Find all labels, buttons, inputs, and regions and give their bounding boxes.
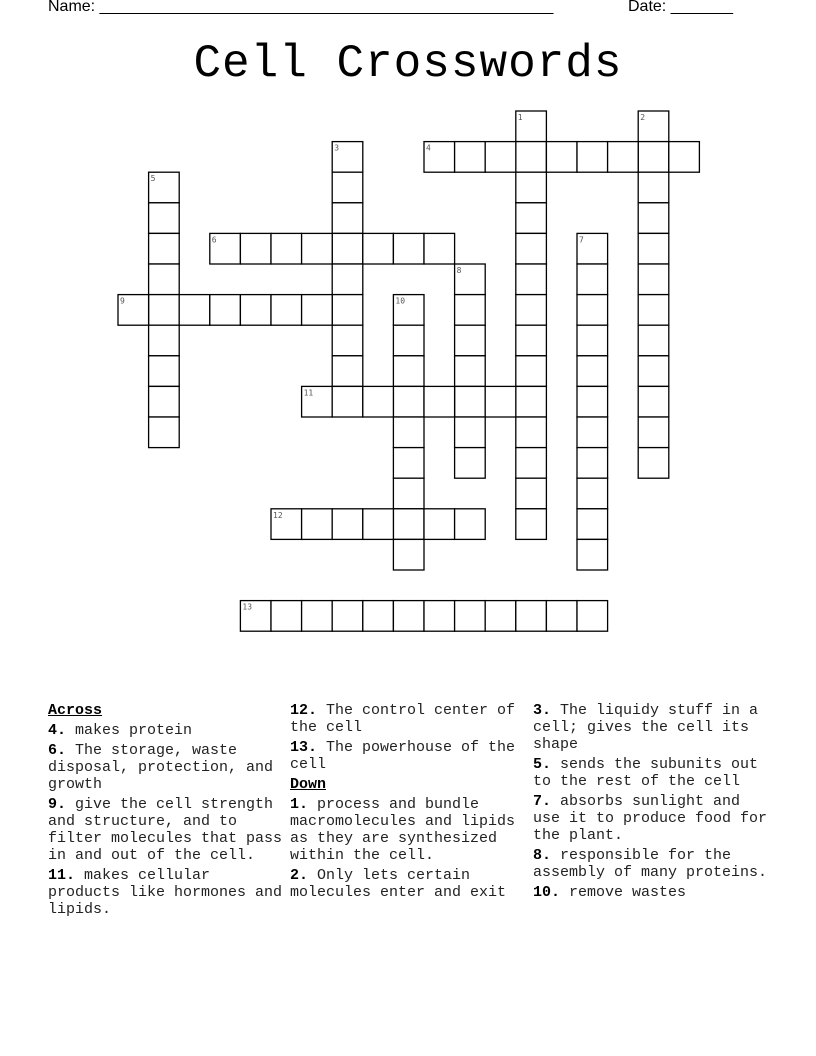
grid-cell[interactable]: [455, 601, 486, 632]
clue-down-10: [533, 884, 769, 901]
clue-across-12: [290, 702, 526, 736]
clue-text: sends the subunits out to the rest of the cell: [533, 756, 759, 790]
clue-text: Only lets certain molecules enter and exit: [290, 867, 507, 901]
grid-cell[interactable]: [271, 295, 302, 326]
cell-number: 9: [120, 296, 125, 306]
grid-cell[interactable]: [393, 509, 424, 540]
grid-cell[interactable]: [455, 295, 486, 326]
grid-cell[interactable]: [455, 356, 486, 387]
grid-cell[interactable]: [577, 295, 608, 326]
cell-number: 11: [303, 388, 314, 398]
grid-cell[interactable]: [363, 601, 394, 632]
clue-across-4: [48, 722, 284, 739]
grid-cell[interactable]: [424, 386, 455, 417]
grid-cell[interactable]: [240, 233, 271, 264]
clue-number: 11.: [48, 867, 76, 884]
grid-cell[interactable]: [393, 539, 424, 570]
clue-text: absorbs sunlight and use it to produce food for the plant.: [533, 793, 768, 844]
clue-text: The powerhouse of the cell: [290, 739, 516, 773]
clue-number: 12.: [290, 702, 318, 719]
grid-cell[interactable]: [485, 386, 516, 417]
clue-text: process and bundle macromolecules and lipids as they are synthesized within the cell.: [290, 796, 516, 864]
grid-cell[interactable]: [179, 295, 210, 326]
grid-cell[interactable]: [302, 295, 333, 326]
grid-cell[interactable]: [638, 203, 669, 234]
grid-cell[interactable]: [638, 356, 669, 387]
grid-cell[interactable]: [302, 509, 333, 540]
grid-cell[interactable]: [332, 325, 363, 356]
grid-cell[interactable]: [455, 417, 486, 448]
grid-cell[interactable]: [332, 264, 363, 295]
grid-cell[interactable]: [516, 264, 547, 295]
grid-cell[interactable]: [577, 601, 608, 632]
grid-cell[interactable]: [240, 295, 271, 326]
grid-cell[interactable]: [332, 356, 363, 387]
grid-cell[interactable]: [516, 233, 547, 264]
cell-number: 4: [426, 143, 431, 153]
grid-cell[interactable]: [149, 417, 180, 448]
grid-cell[interactable]: [577, 142, 608, 173]
cell-number: 1: [517, 113, 523, 122]
grid-cell[interactable]: [332, 386, 363, 417]
clue-number: 13.: [290, 739, 318, 756]
grid-cell[interactable]: [577, 264, 608, 295]
grid-cell[interactable]: [455, 142, 486, 173]
cell-number: 3: [334, 143, 340, 153]
grid-cell[interactable]: [577, 478, 608, 509]
grid-cell[interactable]: [577, 417, 608, 448]
grid-cell[interactable]: [393, 325, 424, 356]
grid-cell[interactable]: [363, 233, 394, 264]
grid-cell[interactable]: [577, 325, 608, 356]
clue-down-2: [290, 867, 526, 901]
grid-cell[interactable]: [363, 509, 394, 540]
grid-cell[interactable]: [393, 478, 424, 509]
grid-cell[interactable]: [393, 417, 424, 448]
grid-cell[interactable]: [149, 325, 180, 356]
grid-cell[interactable]: [149, 264, 180, 295]
grid-cell[interactable]: [577, 448, 608, 479]
grid-cell[interactable]: [149, 233, 180, 264]
grid-cell[interactable]: [332, 601, 363, 632]
grid-cell[interactable]: [516, 356, 547, 387]
grid-cell[interactable]: [516, 325, 547, 356]
clue-down-3: [533, 702, 769, 753]
grid-cell[interactable]: [516, 417, 547, 448]
grid-cell[interactable]: [516, 142, 547, 173]
grid-cell[interactable]: [577, 356, 608, 387]
grid-cell[interactable]: [638, 325, 669, 356]
clue-down-5: [533, 756, 769, 790]
clue-number: 8.: [533, 847, 552, 864]
date-field-label: Date: _______: [628, 0, 733, 15]
grid-cell[interactable]: [271, 233, 302, 264]
clue-number: 10.: [533, 884, 561, 901]
grid-cell[interactable]: [638, 417, 669, 448]
cell-number: 5: [150, 174, 156, 184]
clue-number: 7.: [533, 793, 552, 810]
grid-cell[interactable]: [455, 386, 486, 417]
grid-cell[interactable]: [302, 233, 333, 264]
grid-cell[interactable]: [638, 386, 669, 417]
name-field-label: Name: ___________________________________________________: [48, 0, 554, 15]
across-heading: Across: [48, 702, 103, 719]
grid-cell[interactable]: [149, 295, 180, 326]
grid-cell[interactable]: [516, 448, 547, 479]
grid-cell[interactable]: [638, 142, 669, 173]
grid-cell[interactable]: [608, 142, 639, 173]
grid-cell[interactable]: [638, 233, 669, 264]
clue-text: makes protein: [75, 722, 193, 739]
grid-cell[interactable]: [149, 203, 180, 234]
grid-cell[interactable]: [516, 386, 547, 417]
page-title: Cell Crosswords: [193, 38, 623, 90]
grid-cell[interactable]: [455, 448, 486, 479]
grid-cell[interactable]: [210, 295, 241, 326]
clue-text: The control center of the cell: [290, 702, 516, 736]
clues-column-1: [48, 702, 284, 921]
down-heading: Down: [290, 776, 327, 793]
clue-across-6: [48, 742, 284, 793]
grid-cell[interactable]: [424, 601, 455, 632]
grid-cell[interactable]: [332, 233, 363, 264]
clue-number: 5.: [533, 756, 552, 773]
clue-down-8: [533, 847, 769, 881]
grid-cell[interactable]: [424, 509, 455, 540]
grid-cell[interactable]: [638, 448, 669, 479]
cell-number: 13: [242, 602, 253, 612]
clue-text: The liquidy stuff in a cell; gives the cell its shape: [533, 702, 759, 753]
grid-cell[interactable]: [302, 601, 333, 632]
grid-cell[interactable]: [516, 601, 547, 632]
clue-number: 9.: [48, 796, 67, 813]
clue-text: makes cellular products like hormones and lipids.: [48, 867, 283, 918]
grid-cell[interactable]: [516, 203, 547, 234]
cell-number: 6: [211, 235, 217, 245]
grid-cell[interactable]: [546, 142, 577, 173]
grid-cell[interactable]: [393, 386, 424, 417]
grid-cell[interactable]: [332, 203, 363, 234]
cell-number: 7: [579, 235, 584, 245]
grid-cell[interactable]: [393, 448, 424, 479]
clue-text: The storage, waste disposal, protection, and growth: [48, 742, 274, 793]
grid-cell[interactable]: [669, 142, 700, 173]
clue-number: 1.: [290, 796, 309, 813]
grid-cell[interactable]: [393, 356, 424, 387]
clues-column-2: [290, 702, 526, 904]
grid-cell[interactable]: [332, 172, 363, 203]
grid-cell[interactable]: [638, 172, 669, 203]
grid-cell[interactable]: [577, 386, 608, 417]
grid-cell[interactable]: [485, 142, 516, 173]
grid-cell[interactable]: [577, 509, 608, 540]
grid-cell[interactable]: [332, 509, 363, 540]
clue-number: 6.: [48, 742, 67, 759]
grid-cell[interactable]: [332, 295, 363, 326]
grid-cell[interactable]: [638, 295, 669, 326]
grid-cell[interactable]: [455, 509, 486, 540]
grid-cell[interactable]: [485, 601, 516, 632]
clue-text: responsible for the assembly of many proteins.: [533, 847, 768, 881]
grid-cell[interactable]: [393, 601, 424, 632]
clue-down-7: [533, 793, 769, 844]
cell-number: 8: [456, 266, 462, 275]
clue-number: 2.: [290, 867, 309, 884]
clue-text: remove wastes: [569, 884, 687, 901]
grid-cell[interactable]: [455, 325, 486, 356]
clue-across-11: [48, 867, 284, 918]
grid-cell[interactable]: [149, 356, 180, 387]
clues-column-3: [533, 702, 769, 904]
clue-across-13: [290, 739, 526, 773]
grid-cell[interactable]: [363, 386, 394, 417]
grid-cell[interactable]: [393, 233, 424, 264]
cell-number: 12: [273, 510, 283, 520]
grid-cell[interactable]: [516, 478, 547, 509]
grid-cell[interactable]: [424, 233, 455, 264]
grid-cell[interactable]: [149, 386, 180, 417]
grid-cell[interactable]: [516, 172, 547, 203]
clue-number: 4.: [48, 722, 67, 739]
grid-cell[interactable]: [638, 264, 669, 295]
grid-cell[interactable]: [516, 509, 547, 540]
clue-down-1: [290, 796, 526, 864]
grid-cell[interactable]: [271, 601, 302, 632]
clue-text: give the cell strength and structure, and to filter molecules that pass in and out of the cell.: [48, 796, 283, 864]
grid-cell[interactable]: [516, 295, 547, 326]
cell-number: 2: [640, 113, 646, 122]
clue-across-9: [48, 796, 284, 864]
clue-number: 3.: [533, 702, 552, 719]
grid-cell[interactable]: [546, 601, 577, 632]
cell-number: 10: [395, 296, 406, 306]
grid-cell[interactable]: [577, 539, 608, 570]
